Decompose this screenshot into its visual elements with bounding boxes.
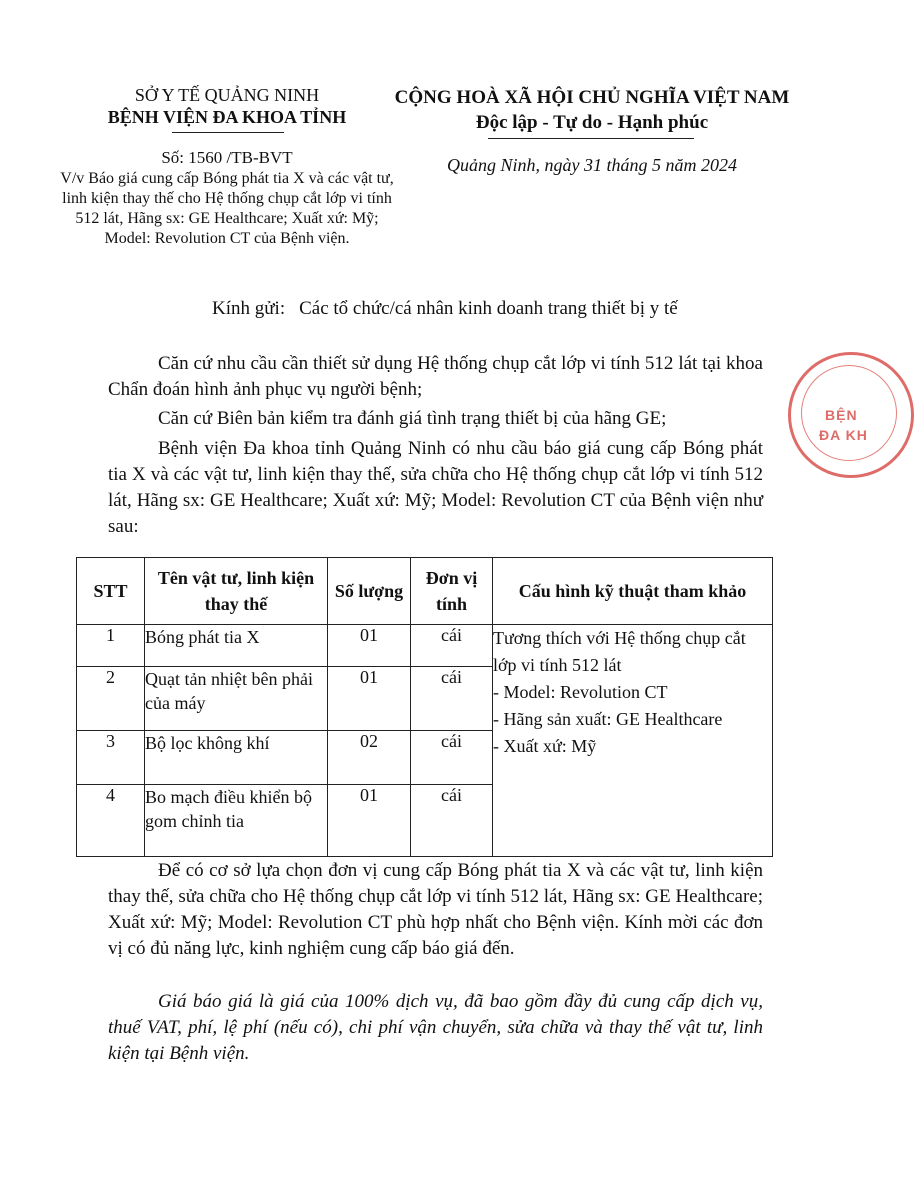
- paragraph-basis-inspection: Căn cứ Biên bản kiểm tra đánh giá tình trạng thiết bị của hãng GE;: [158, 408, 667, 429]
- row-unit: cái: [411, 625, 493, 667]
- header-name: Tên vật tư, linh kiện thay thế: [145, 558, 328, 625]
- paragraph-basis-need: Căn cứ nhu cầu cần thiết sử dụng Hệ thống chụp cắt lớp vi tính 512 lát tại khoa Chẩn đoán hình ảnh phục vụ người bệnh;: [108, 353, 763, 400]
- spec-manufacturer: - Hãng sản xuất: GE Healthcare: [493, 709, 723, 729]
- seal-text-line2: ĐA KH: [819, 427, 868, 443]
- national-motto: Độc lập - Tự do - Hạnh phúc: [475, 112, 709, 133]
- paragraph-request: Bệnh viện Đa khoa tỉnh Quảng Ninh có nhu cầu báo giá cung cấp Bóng phát tia X và các vật tư, linh kiện thay thế, sửa chữa cho Hệ thống chụp cắt lớp vi tính 512 lát, Hãng sx: GE Healthcare; Xuất xứ: Mỹ; Model: Revolution CT của Bệnh viện như sau:: [108, 438, 763, 537]
- document-subject: V/v Báo giá cung cấp Bóng phát tia X và các vật tư, linh kiện thay thế cho Hệ thống chụp cắt lớp vi tính 512 lát, Hãng sx: GE Healthcare; Xuất xứ: Mỹ; Model: Revolution CT của Bệnh viện.: [60, 170, 394, 247]
- left-header-rule: [172, 132, 284, 133]
- paragraph-invitation: Để có cơ sở lựa chọn đơn vị cung cấp Bóng phát tia X và các vật tư, linh kiện thay thế, sửa chữa cho Hệ thống chụp cắt lớp vi tính 512 lát, Hãng sx: GE Healthcare; Xuất xứ: Mỹ; Model: Revolution CT phù hợp nhất cho Bệnh viện. Kính mời các đơn vị có đủ năng lực, kinh nghiệm cung cấp báo giá đến.: [108, 860, 763, 959]
- document-number: Số: 1560 /TB-BVT: [161, 148, 293, 167]
- table-header-row: [77, 558, 773, 625]
- row-unit: cái: [411, 731, 493, 785]
- row-quantity: 01: [328, 667, 411, 731]
- row-name: Bộ lọc không khí: [145, 731, 328, 785]
- spec-compatibility: Tương thích với Hệ thống chụp cắt lớp vi tính 512 lát: [493, 628, 746, 675]
- row-stt: 4: [77, 785, 145, 857]
- right-header-rule: [488, 138, 694, 139]
- nation-title: CỘNG HOÀ XÃ HỘI CHỦ NGHĨA VIỆT NAM: [394, 87, 790, 108]
- recipient-line: [212, 297, 678, 321]
- header-unit: Đơn vị tính: [411, 558, 493, 625]
- header-spec: Cấu hình kỹ thuật tham khảo: [493, 558, 773, 625]
- hospital-name: BỆNH VIỆN ĐA KHOA TỈNH: [107, 107, 347, 127]
- supplies-table: [76, 557, 773, 857]
- row-quantity: 01: [328, 625, 411, 667]
- hospital-seal: [788, 352, 914, 478]
- paragraph-price-note: Giá báo giá là giá của 100% dịch vụ, đã bao gồm đầy đủ cung cấp dịch vụ, thuế VAT, phí, lệ phí (nếu có), chi phí vận chuyển, sửa chữa và thay thế vật tư, linh kiện tại Bệnh viện.: [108, 991, 763, 1064]
- row-quantity: 01: [328, 785, 411, 857]
- row-unit: cái: [411, 785, 493, 857]
- row-name: Bóng phát tia X: [145, 625, 328, 667]
- header-stt: STT: [77, 558, 145, 625]
- row-name: Bo mạch điều khiển bộ gom chỉnh tia: [145, 785, 328, 857]
- table-row: [77, 625, 773, 667]
- row-stt: 3: [77, 731, 145, 785]
- row-stt: 1: [77, 625, 145, 667]
- seal-text-line1: BỆN: [825, 407, 858, 423]
- row-quantity: 02: [328, 731, 411, 785]
- recipient-label: Kính gửi:: [212, 298, 286, 319]
- row-stt: 2: [77, 667, 145, 731]
- ministry-name: SỞ Y TẾ QUẢNG NINH: [134, 85, 320, 105]
- spec-model: - Model: Revolution CT: [493, 682, 668, 702]
- row-unit: cái: [411, 667, 493, 731]
- row-name: Quạt tản nhiệt bên phải của máy: [145, 667, 328, 731]
- spec-cell: [493, 625, 773, 857]
- recipient-value: Các tổ chức/cá nhân kinh doanh trang thiết bị y tế: [299, 298, 678, 319]
- document-date: Quảng Ninh, ngày 31 tháng 5 năm 2024: [447, 155, 737, 175]
- spec-origin: - Xuất xứ: Mỹ: [493, 736, 597, 756]
- header-quantity: Số lượng: [328, 558, 411, 625]
